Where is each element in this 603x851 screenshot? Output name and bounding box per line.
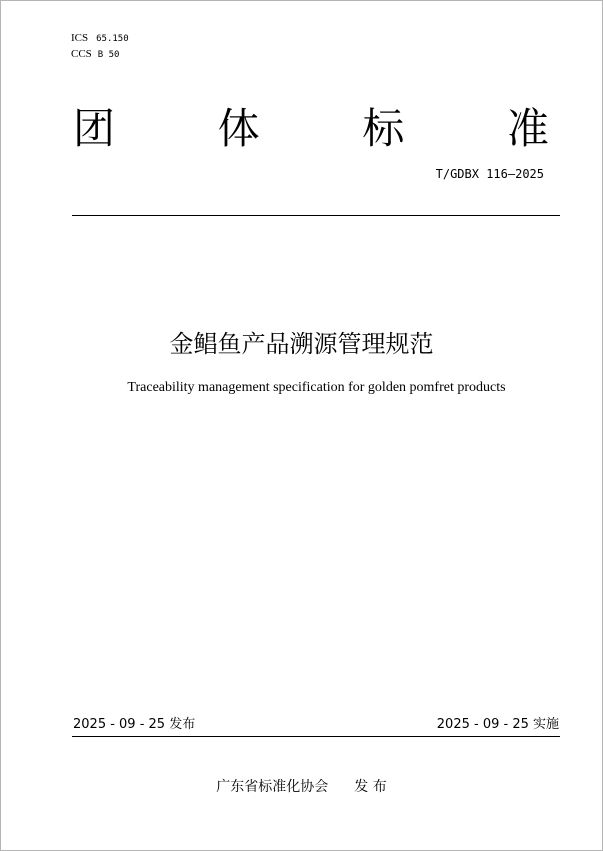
heading-char: 准 — [506, 104, 549, 153]
issuer-line — [1, 776, 602, 798]
publish-date: 2025 - 09 - 25 发布 — [73, 717, 196, 732]
ics-classification — [71, 30, 129, 47]
heading-char: 团 — [73, 104, 116, 153]
ics-value: 65.150 — [96, 34, 129, 44]
implement-date: 2025 - 09 - 25 实施 — [436, 717, 559, 732]
ccs-label: CCS — [71, 48, 92, 60]
title-chinese: 金鲳鱼产品溯源管理规范 — [169, 330, 434, 358]
ccs-value: B 50 — [97, 50, 120, 60]
heading-char: 体 — [217, 104, 260, 153]
top-divider — [72, 215, 560, 216]
heading-char: 标 — [362, 104, 405, 153]
ics-label: ICS — [71, 32, 89, 44]
title-english: Traceability management specification for golden pomfret products — [127, 380, 506, 395]
issuer-name: 广东省标准化协会 — [216, 779, 329, 795]
issuer-action: 发 布 — [354, 779, 387, 795]
bottom-divider — [72, 736, 560, 737]
standard-number: T/GDBX 116—2025 — [435, 167, 544, 181]
ccs-classification — [71, 46, 119, 63]
standard-type-heading — [73, 103, 549, 155]
